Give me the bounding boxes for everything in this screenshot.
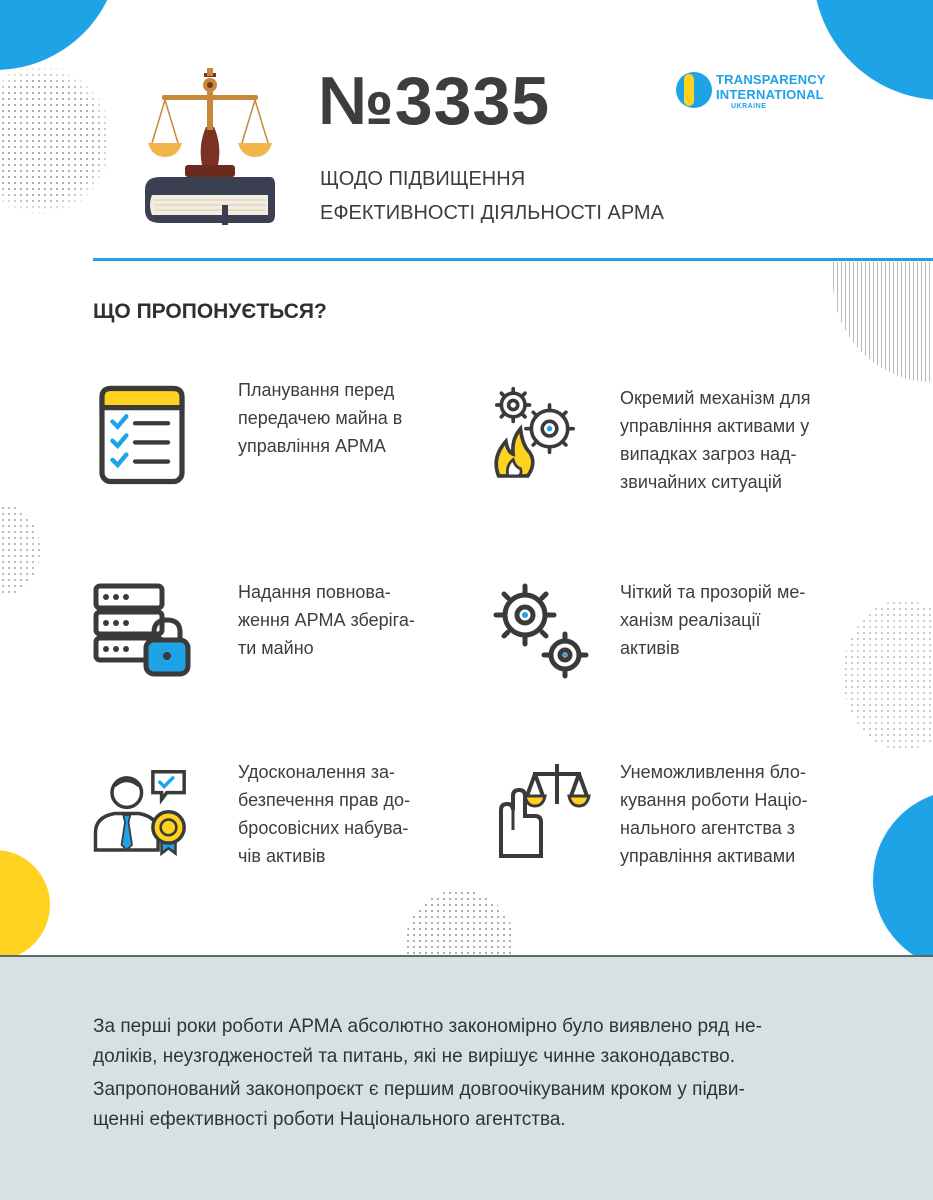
item-line: Удосконалення за- <box>238 762 395 782</box>
page-subtitle <box>320 162 664 230</box>
footer-line: доліків, неузгодженостей та питань, які не вирішує чинне законодавство. <box>93 1046 736 1067</box>
item-line: звичайних ситуацій <box>620 472 782 492</box>
item-line: управління АРМА <box>238 436 386 456</box>
footer-panel <box>0 955 933 1200</box>
item-line: нального агентства з <box>620 818 796 838</box>
item-line: Чіткий та прозорій ме- <box>620 582 806 602</box>
section-title: ЩО ПРОПОНУЄТЬСЯ? <box>93 300 327 323</box>
decor-dots-middle-left <box>0 505 40 595</box>
footer-line: щенні ефективності роботи Національного агентства. <box>93 1109 566 1130</box>
item-line: випадках загроз над- <box>620 444 797 464</box>
logo-mark-icon <box>676 72 712 108</box>
item-line: Унеможливлення бло- <box>620 762 806 782</box>
item-line: чів активів <box>238 846 326 866</box>
footer-paragraph-2 <box>93 1075 853 1135</box>
decor-circle-blue-bottom-right <box>873 790 933 970</box>
item-line: управління активами у <box>620 416 810 436</box>
subtitle-line: ЕФЕКТИВНОСТІ ДІЯЛЬНОСТІ АРМА <box>320 202 664 224</box>
logo-text: UKRAINE <box>731 103 767 110</box>
hand-scales-icon <box>495 760 595 860</box>
decor-lines-right <box>833 262 933 382</box>
item-line: Надання повнова- <box>238 582 391 602</box>
gears-fire-icon <box>485 385 585 485</box>
transparency-international-logo <box>676 72 851 117</box>
subtitle-line: ЩОДО ПІДВИЩЕННЯ <box>320 168 526 190</box>
item-blocking-text <box>620 758 808 870</box>
decor-dots-middle-right <box>843 600 933 750</box>
decor-circle-blue-top-left <box>0 0 120 70</box>
checklist-icon <box>92 385 192 485</box>
item-line: передачею майна в <box>238 408 403 428</box>
item-line: Окремий механізм для <box>620 388 811 408</box>
item-line: безпечення прав до- <box>238 790 410 810</box>
item-storage-text <box>238 578 415 662</box>
footer-paragraph-1 <box>93 1012 853 1072</box>
item-realization-text <box>620 578 805 662</box>
item-rights-text <box>238 758 410 870</box>
scales-of-justice-icon <box>140 65 280 230</box>
decor-circle-yellow-bottom-left <box>0 850 50 960</box>
footer-line: За перші роки роботи АРМА абсолютно закономірно було виявлено ряд не- <box>93 1016 762 1037</box>
item-line: активів <box>620 638 680 658</box>
item-emergency-text <box>620 384 811 496</box>
item-line: ти майно <box>238 638 314 658</box>
item-line: Планування перед <box>238 380 395 400</box>
header-divider <box>93 258 933 261</box>
gears-icon <box>490 580 590 680</box>
person-award-icon <box>92 760 192 860</box>
logo-text: TRANSPARENCY <box>716 72 826 87</box>
item-line: ханізм реалізації <box>620 610 761 630</box>
logo-text: INTERNATIONAL <box>716 87 824 102</box>
item-line: бросовісних набува- <box>238 818 409 838</box>
decor-dots-top-left <box>0 60 110 220</box>
footer-line: Запропонований законопроєкт є першим довгоочікуваним кроком у підви- <box>93 1079 745 1100</box>
item-planning-text <box>238 376 402 460</box>
bill-number: №3335 <box>318 63 551 139</box>
item-line: кування роботи Націо- <box>620 790 808 810</box>
server-lock-icon <box>92 580 192 680</box>
item-line: управління активами <box>620 846 796 866</box>
item-line: ження АРМА зберіга- <box>238 610 415 630</box>
